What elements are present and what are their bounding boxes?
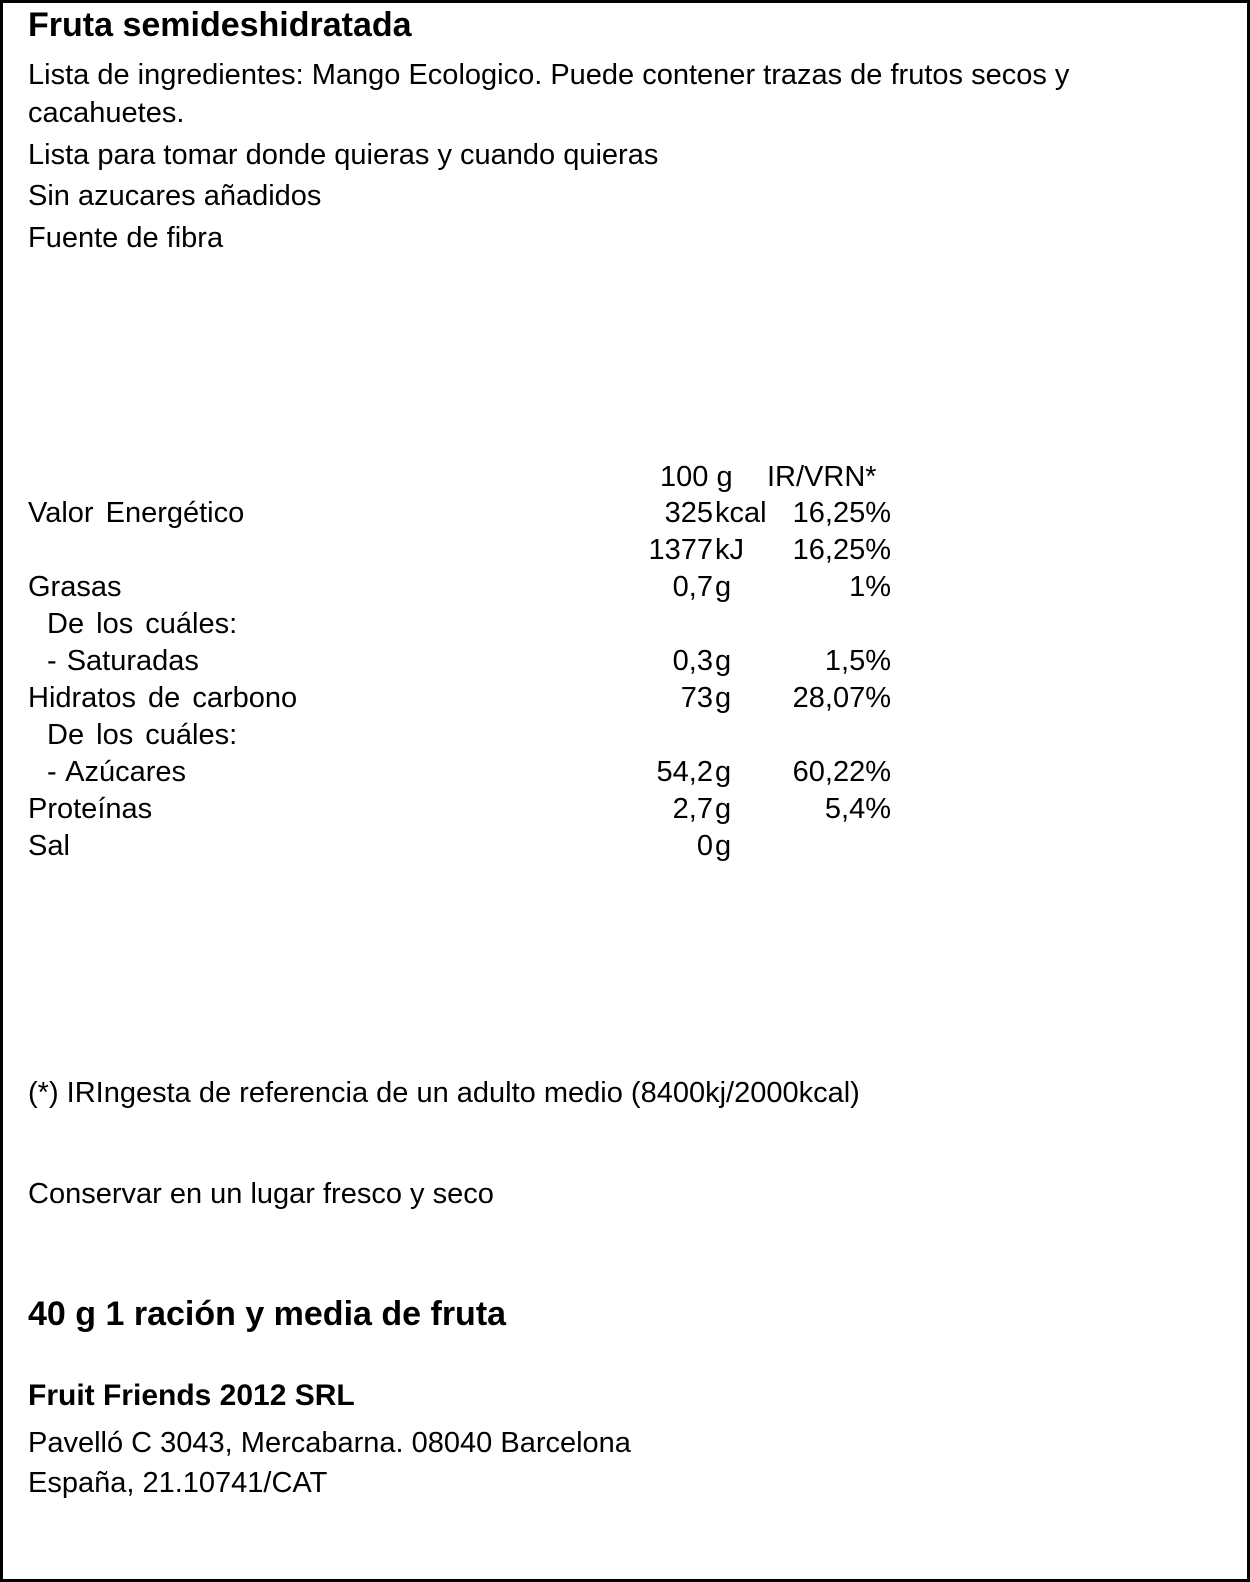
storage-instructions: Conservar en un lugar fresco y seco — [28, 1178, 494, 1210]
row-label-saturated: - Saturadas — [47, 645, 199, 677]
row-ir-carbohydrates: 28,07% — [792, 682, 891, 714]
column-header-ir: IR/VRN* — [767, 461, 877, 493]
claim-no-added-sugar: Sin azucares añadidos — [28, 180, 322, 212]
row-value-sugars: 54,2 — [656, 756, 713, 788]
ingredients-line-2: cacahuetes. — [28, 97, 185, 129]
row-unit-fat: g — [715, 571, 732, 603]
ingredients-line-1: Lista de ingredientes: Mango Ecologico. Puede contener trazas de frutos secos y — [28, 59, 1070, 91]
row-ir-sugars: 60,22% — [792, 756, 891, 788]
row-unit-kcal: kcal — [715, 497, 767, 529]
row-value-salt: 0 — [696, 830, 713, 862]
row-label-sugars: - Azúcares — [47, 756, 186, 788]
row-ir-fat: 1% — [849, 571, 891, 603]
row-unit-sugars: g — [715, 756, 732, 788]
product-title: Fruta semideshidratada — [28, 6, 412, 44]
row-label-protein: Proteínas — [28, 793, 153, 825]
company-name: Fruit Friends 2012 SRL — [28, 1379, 355, 1412]
row-unit-carbohydrates: g — [715, 682, 732, 714]
row-ir-energy-kj: 16,25% — [792, 534, 891, 566]
row-value-carbohydrates: 73 — [680, 682, 713, 714]
row-unit-salt: g — [715, 830, 732, 862]
row-ir-saturated: 1,5% — [824, 645, 891, 677]
row-ir-protein: 5,4% — [824, 793, 891, 825]
row-value-fat: 0,7 — [672, 571, 713, 603]
row-label-of-which-carbs: De los cuáles: — [47, 719, 238, 751]
row-label-fat: Grasas — [28, 571, 122, 603]
claim-ready-to-eat: Lista para tomar donde quieras y cuando quieras — [28, 139, 659, 171]
row-unit-saturated: g — [715, 645, 732, 677]
company-address: Pavelló C 3043, Mercabarna. 08040 Barcelona — [28, 1427, 631, 1459]
row-value-saturated: 0,3 — [672, 645, 713, 677]
reference-intake-footnote: (*) IRIngesta de referencia de un adulto medio (8400kj/2000kcal) — [28, 1077, 860, 1109]
row-label-salt: Sal — [28, 830, 70, 862]
claim-fiber-source: Fuente de fibra — [28, 222, 224, 254]
column-header-100g: 100 g — [660, 461, 733, 493]
row-ir-energy-kcal: 16,25% — [792, 497, 891, 529]
row-value-energy-kj: 1377 — [648, 534, 713, 566]
row-label-of-which-fat: De los cuáles: — [47, 608, 238, 640]
row-unit-protein: g — [715, 793, 732, 825]
row-value-protein: 2,7 — [672, 793, 713, 825]
row-label-carbohydrates: Hidratos de carbono — [28, 682, 298, 714]
company-country-registration: España, 21.10741/CAT — [28, 1467, 328, 1499]
portion-statement: 40 g 1 ración y media de fruta — [28, 1295, 507, 1333]
row-label-energy: Valor Energético — [28, 497, 245, 529]
row-value-energy-kcal: 325 — [664, 497, 713, 529]
row-unit-kj: kJ — [715, 534, 744, 566]
